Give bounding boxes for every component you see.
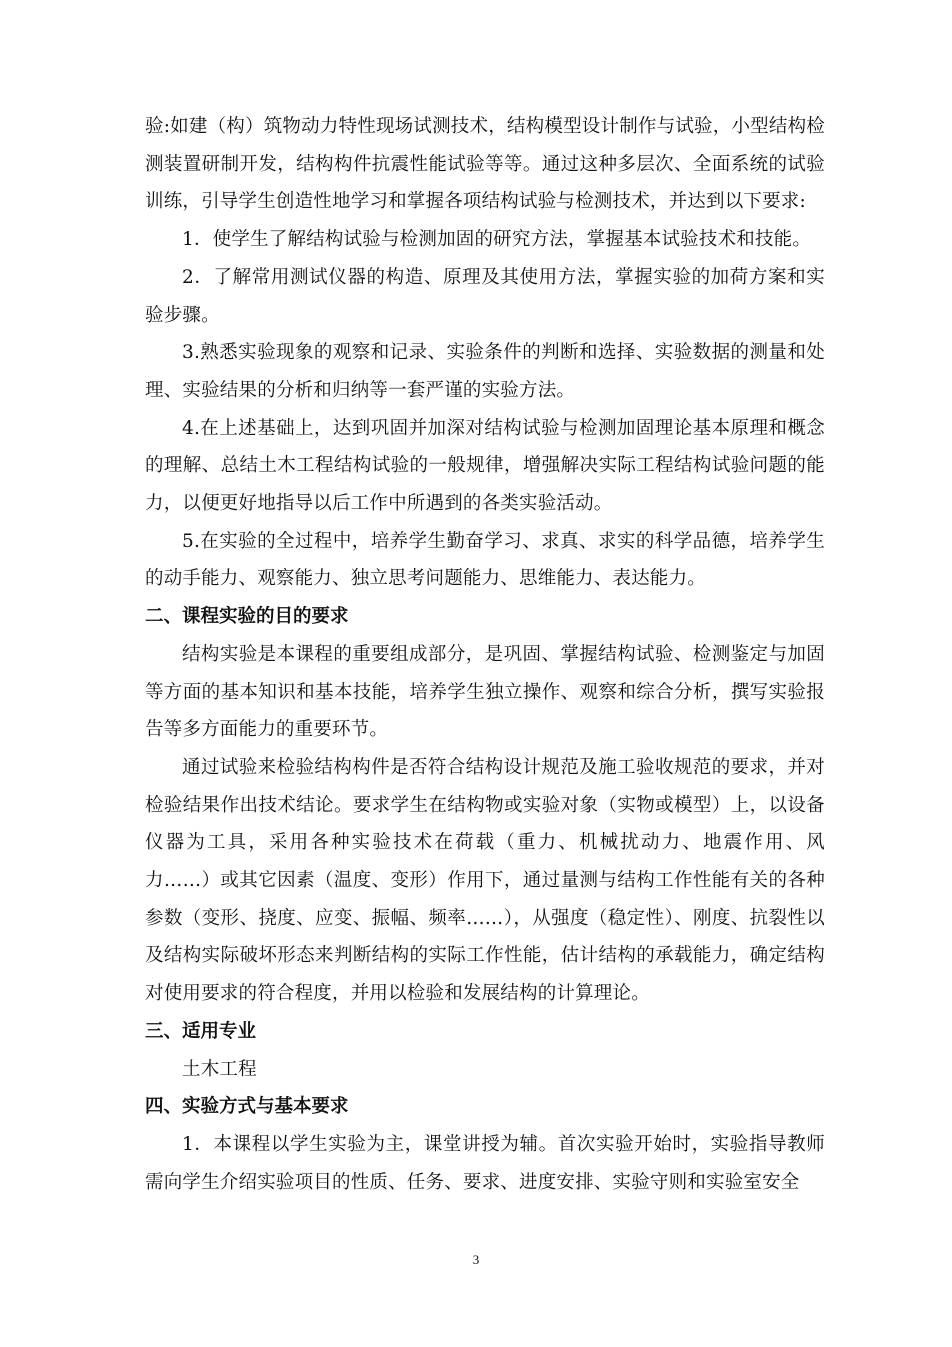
paragraph-requirement-5: 5.在实验的全过程中，培养学生勤奋学习、求真、求实的科学品德，培养学生的动手能力、观察能力、独立思考问题能力、思维能力、表达能力。 <box>145 530 825 590</box>
paragraph-intro-continuation: 验:如建（构）筑物动力特性现场试测技术，结构模型设计制作与试验，小型结构检测装置研制开发，结构构件抗震性能试验等等。通过这种多层次、全面系统的试验训练，引导学生创造性地学习和掌握各项结构试验与检测技术，并达到以下要求: <box>145 116 825 213</box>
paragraph-experiment-method-1: 1．本课程以学生实验为主，课堂讲授为辅。首次实验开始时，实验指导教师需向学生介绍实验项目的性质、任务、要求、进度安排、实验守则和实验室安全 <box>145 1133 825 1193</box>
paragraph-requirement-2: 2．了解常用测试仪器的构造、原理及其使用方法，掌握实验的加荷方案和实验步骤。 <box>145 266 825 326</box>
section-heading-purpose: 二、课程实验的目的要求 <box>145 606 349 628</box>
page-number: 3 <box>472 1252 480 1267</box>
paragraph-purpose-1: 结构实验是本课程的重要组成部分，是巩固、掌握结构试验、检测鉴定与加固等方面的基本知识和基本技能，培养学生独立操作、观察和综合分析，撰写实验报告等多方面能力的重要环节。 <box>145 643 825 741</box>
page-content <box>145 108 825 1201</box>
section-heading-experiment-method: 四、实验方式与基本要求 <box>145 1096 349 1118</box>
paragraph-requirement-4: 4.在上述基础上，达到巩固并加深对结构试验与检测加固理论基本原理和概念的理解、总结土木工程结构试验的一般规律，增强解决实际工程结构试验问题的能力，以便更好地指导以后工作中所遇到的各类实验活动。 <box>145 417 825 515</box>
paragraph-requirement-3: 3.熟悉实验现象的观察和记录、实验条件的判断和选择、实验数据的测量和处理、实验结果的分析和归纳等一套严谨的实验方法。 <box>145 342 825 401</box>
paragraph-applicable-major: 土木工程 <box>182 1058 257 1080</box>
paragraph-requirement-1: 1．使学生了解结构试验与检测加固的研究方法，掌握基本试验技术和技能。 <box>182 229 812 251</box>
section-heading-applicable-major: 三、适用专业 <box>145 1020 257 1042</box>
paragraph-purpose-2: 通过试验来检验结构构件是否符合结构设计规范及施工验收规范的要求，并对检验结果作出技术结论。要求学生在结构物或实验对象（实物或模型）上，以设备仪器为工具，采用各种实验技术在荷载（重力、机械扰动力、地震作用、风力……）或其它因素（温度、变形）作用下，通过量测与结构工作性能有关的各种参数（变形、挠度、应变、振幅、频率……），从强度（稳定性）、刚度、抗裂性以及结构实际破坏形态来判断结构的实际工作性能，估计结构的承载能力，确定结构对使用要求的符合程度，并用以检验和发展结构的计算理论。 <box>145 756 825 1005</box>
